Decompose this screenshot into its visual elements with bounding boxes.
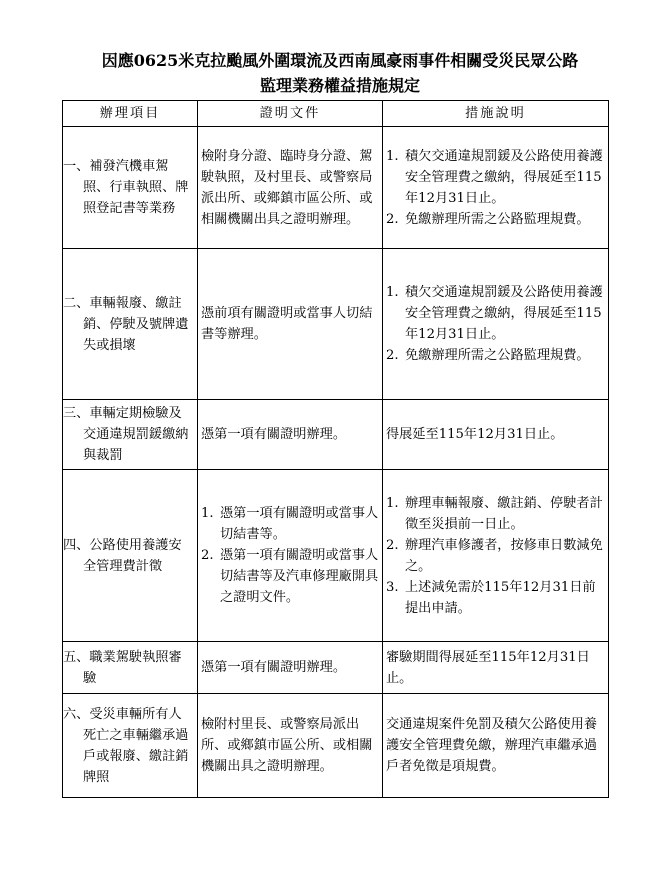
row-documents: 憑第一項有關證明辦理。 — [198, 400, 383, 470]
title-line-1: 因應0625米克拉颱風外圍環流及西南風豪雨事件相關受災民眾公路 — [101, 51, 579, 70]
list-item: 2. 憑第一項有關證明或當事人切結書等及汽車修理廠開具之證明文件。 — [201, 548, 379, 605]
list-item: 3. 上述減免需於115年12月31日前提出申請。 — [386, 579, 596, 616]
list-item: 2. 辦理汽車修護者，按修車日數減免之。 — [386, 537, 603, 574]
list-item: 1. 辦理車輛報廢、繳註銷、停駛者計徵至災損前一日止。 — [386, 495, 603, 532]
row-item: 二、車輛報廢、繳註銷、停駛及號牌遺失或損壞 — [63, 249, 198, 400]
row-item: 四、公路使用養護安全管理費計徵 — [63, 470, 198, 642]
list-item: 1. 積欠交通違規罰鍰及公路使用養護安全管理費之繳納，得展延至115年12月31日止。 — [386, 285, 603, 342]
row-measures — [383, 127, 609, 249]
row-measures: 得展延至115年12月31日止。 — [383, 400, 609, 470]
table-row — [63, 470, 609, 642]
row-documents — [198, 470, 383, 642]
table-row — [63, 249, 609, 400]
list-item: 2. 免繳辦理所需之公路監理規費。 — [386, 211, 590, 227]
document-title — [60, 48, 620, 98]
header-measures: 措施說明 — [383, 101, 609, 127]
header-documents: 證明文件 — [198, 101, 383, 127]
row-documents: 檢附村里長、或警察局派出所、或鄉鎮市區公所、或相關機關出具之證明辦理。 — [198, 694, 383, 798]
header-item: 辦理項目 — [63, 101, 198, 127]
row-measures: 審驗期間得展延至115年12月31日止。 — [383, 642, 609, 694]
list-item: 2. 免繳辦理所需之公路監理規費。 — [386, 348, 590, 363]
title-line-2: 監理業務權益措施規定 — [259, 76, 420, 95]
row-item: 六、受災車輛所有人死亡之車輛繼承過戶或報廢、繳註銷牌照 — [63, 694, 198, 798]
row-documents: 檢附身分證、臨時身分證、駕駛執照，及村里長、或警察局派出所、或鄉鎮市區公所、或相關機關出具之證明辦理。 — [198, 127, 383, 249]
row-documents: 憑第一項有關證明辦理。 — [198, 642, 383, 694]
row-measures — [383, 470, 609, 642]
table-row — [63, 400, 609, 470]
table-row — [63, 642, 609, 694]
list-item: 1. 憑第一項有關證明或當事人切結書等。 — [201, 506, 379, 542]
row-item: 五、職業駕駛執照審驗 — [63, 642, 198, 694]
row-item: 一、補發汽機車駕照、行車執照、牌照登記書等業務 — [63, 127, 198, 249]
table-header-row — [63, 101, 609, 127]
row-measures: 交通違規案件免罰及積欠公路使用養護安全管理費免繳，辦理汽車繼承過戶者免徵是項規費。 — [383, 694, 609, 798]
row-measures — [383, 249, 609, 400]
table-row — [63, 127, 609, 249]
row-documents: 憑前項有關證明或當事人切結書等辦理。 — [198, 249, 383, 400]
measures-table — [62, 100, 609, 798]
row-item: 三、車輛定期檢驗及交通違規罰鍰繳納與裁罰 — [63, 400, 198, 470]
list-item: 1. 積欠交通違規罰鍰及公路使用養護安全管理費之繳納，得展延至115年12月31日止。 — [386, 148, 603, 206]
table-row — [63, 694, 609, 798]
